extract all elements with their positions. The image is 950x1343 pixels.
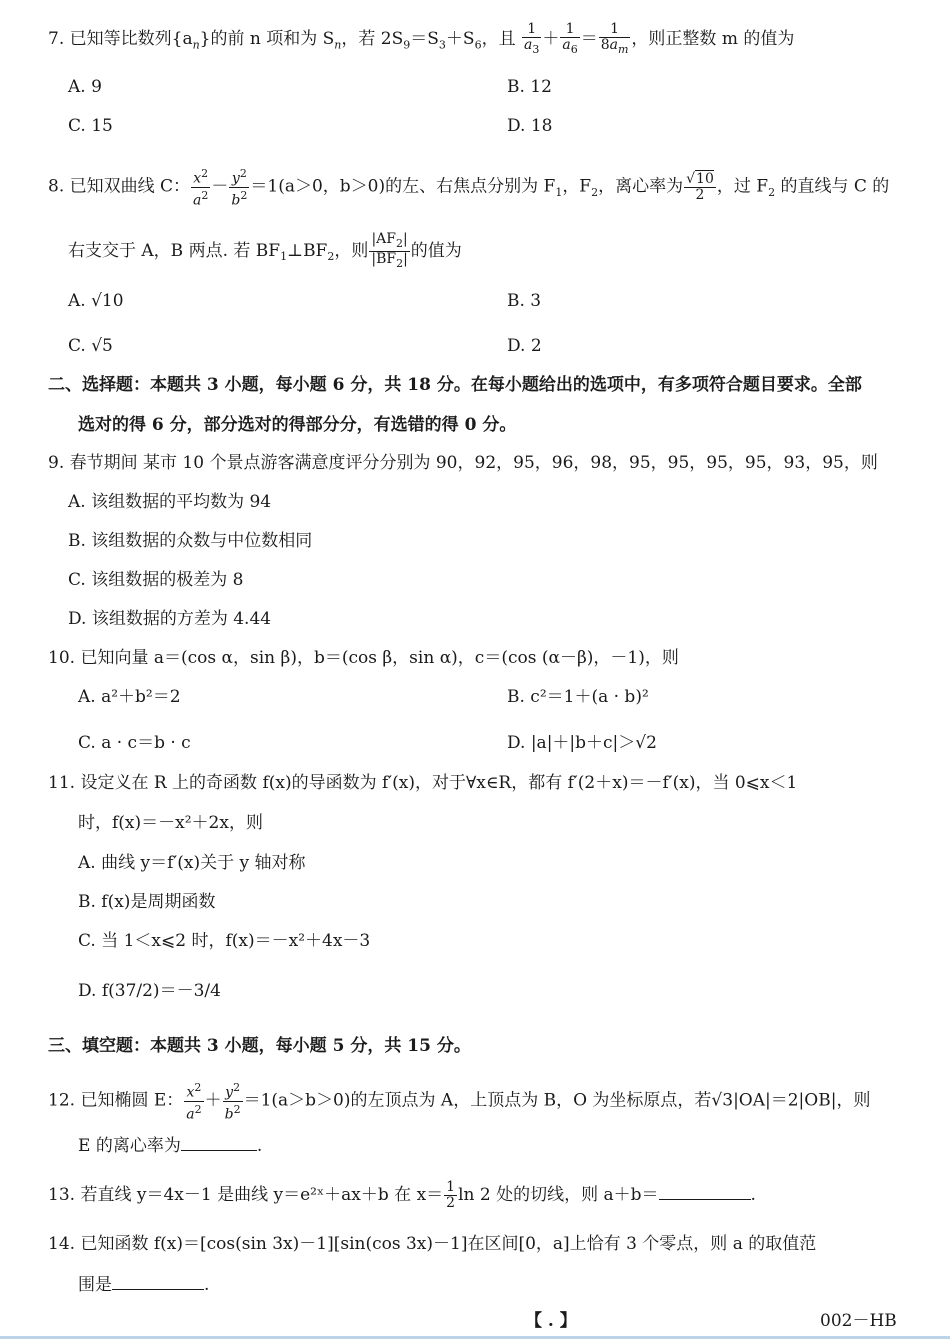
q8-stem-line1: 8. 已知双曲线 C： $\frac{x^2}{a^2}$ － $\frac{y^2}{b^2}$ ＝1(a＞0，b＞0)的左、右焦点分别为 $F_1$，$F_2$，离心率为 $\frac{√10}{2}$ ，过 $F_2$ 的直线与 C 的 xyxy=(48,167,890,209)
frac-x2-a2-e: $\frac{x^2}{a^2}$ xyxy=(186,1081,202,1123)
q12-answer-blank[interactable] xyxy=(181,1134,257,1151)
frac-sqrt10-2: $\frac{√10}{2}$ xyxy=(686,170,714,203)
frac-y2-b2-e: $\frac{y^2}{b^2}$ xyxy=(224,1081,241,1123)
q10-option-b: B. c²＝1＋(a · b)² xyxy=(507,687,649,707)
q11-option-c: C. 当 1＜x⩽2 时，f(x)＝－x²＋4x－3 xyxy=(78,931,371,951)
q7-option-a: A. 9 xyxy=(68,77,102,97)
q8-option-c: C. √5 xyxy=(68,336,113,356)
q9-stem: 9. 春节期间 某市 10 个景点游客满意度评分分别为 90，92，95，96，98，95，95，95，95，93，95，则 xyxy=(48,453,878,473)
q13-stem: 13. 若直线 y＝4x－1 是曲线 y＝e²ˣ＋ax＋b 在 x＝ $\frac{1}{2}$ ln 2 处的切线，则 a＋b＝ . xyxy=(48,1179,756,1211)
q12-stem-line1: 12. 已知椭圆 E： $\frac{x^2}{a^2}$ ＋ $\frac{y^2}{b^2}$ ＝1(a＞b＞0)的左顶点为 A，上顶点为 B，O 为坐标原点，若√3|OA|＝2|OB|，则 xyxy=(48,1081,871,1123)
q8-option-d: D. 2 xyxy=(507,336,542,356)
q10-option-c: C. a · c＝b · c xyxy=(78,733,191,753)
frac-y2-b2: $\frac{y^2}{b^2}$ xyxy=(231,167,248,209)
q14-answer-blank[interactable] xyxy=(112,1273,204,1290)
q7-option-c: C. 15 xyxy=(68,116,113,136)
frac-af2-bf2: $\frac{|AF_2|}{|BF_2|}$ xyxy=(371,231,408,270)
frac-1-8am: $\frac{1}{8a_m}$ xyxy=(600,21,629,56)
q9-option-b: B. 该组数据的众数与中位数相同 xyxy=(68,531,313,551)
section2-heading: 二、选择题：本题共 3 小题，每小题 6 分，共 18 分。在每小题给出的选项中，有多项符合题目要求。全部 xyxy=(48,375,862,395)
q9-option-d: D. 该组数据的方差为 4.44 xyxy=(68,609,272,629)
q11-option-a: A. 曲线 y＝f′(x)关于 y 轴对称 xyxy=(78,853,306,873)
q8-option-b: B. 3 xyxy=(507,291,542,311)
footer-page-mark: 【 . 】 xyxy=(525,1311,577,1331)
frac-1-a3: $\frac{1}{a_3}$ xyxy=(523,21,540,56)
q11-stem-line2: 时，f(x)＝－x²＋2x，则 xyxy=(78,813,263,833)
frac-1-a6: $\frac{1}{a_6}$ xyxy=(562,21,578,56)
q11-option-b: B. f(x)是周期函数 xyxy=(78,892,216,912)
q8-option-a: A. √10 xyxy=(68,291,124,311)
q12-stem-line2: E 的离心率为 . xyxy=(78,1136,263,1156)
q7-option-d: D. 18 xyxy=(507,116,553,136)
q14-stem-line2: 围是 . xyxy=(78,1275,210,1295)
section3-heading: 三、填空题：本题共 3 小题，每小题 5 分，共 15 分。 xyxy=(48,1036,471,1056)
bottom-rule xyxy=(0,1336,950,1339)
q9-option-a: A. 该组数据的平均数为 94 xyxy=(68,492,272,512)
frac-x2-a2: $\frac{x^2}{a^2}$ xyxy=(193,167,209,209)
q11-option-d: D. f(37/2)＝－3/4 xyxy=(78,981,221,1001)
q13-answer-blank[interactable] xyxy=(659,1183,751,1200)
q9-option-c: C. 该组数据的极差为 8 xyxy=(68,570,244,590)
q11-stem-line1: 11. 设定义在 R 上的奇函数 f(x)的导函数为 f′(x)，对于∀x∈R，都有 f′(2＋x)＝－f′(x)，当 0⩽x＜1 xyxy=(48,773,798,793)
section2-heading-line2: 选对的得 6 分，部分选对的得部分分，有选错的得 0 分。 xyxy=(78,415,517,435)
frac-1-2: $\frac{1}{2}$ xyxy=(446,1179,456,1211)
q14-stem-line1: 14. 已知函数 f(x)＝[cos(sin 3x)－1][sin(cos 3x)－1]在区间[0，a]上恰有 3 个零点，则 a 的取值范 xyxy=(48,1234,817,1254)
q7-stem: 7. 已知等比数列$\{a_n\}$的前 n 项和为 $S_n$，若 $2S_9=S_3+S_6$，且 $\frac{1}{a_3}$ ＋ $\frac{1}{a_6}$ ＝ $\frac{1}{8a_m}$ ，则正整数 m 的值为 xyxy=(48,21,795,56)
q7-option-b: B. 12 xyxy=(507,77,552,97)
q10-option-a: A. a²＋b²＝2 xyxy=(78,687,181,707)
q8-stem-line2: 右支交于 A，B 两点. 若 $BF_1\perp BF_2$，则 $\frac{|AF_2|}{|BF_2|}$ 的值为 xyxy=(68,231,462,270)
footer-code: 002－HB xyxy=(820,1311,897,1331)
q10-option-d: D. |a|＋|b＋c|＞√2 xyxy=(507,733,657,753)
q10-stem: 10. 已知向量 a＝(cos α，sin β)，b＝(cos β，sin α)，c＝(cos (α－β)，－1)，则 xyxy=(48,648,679,668)
